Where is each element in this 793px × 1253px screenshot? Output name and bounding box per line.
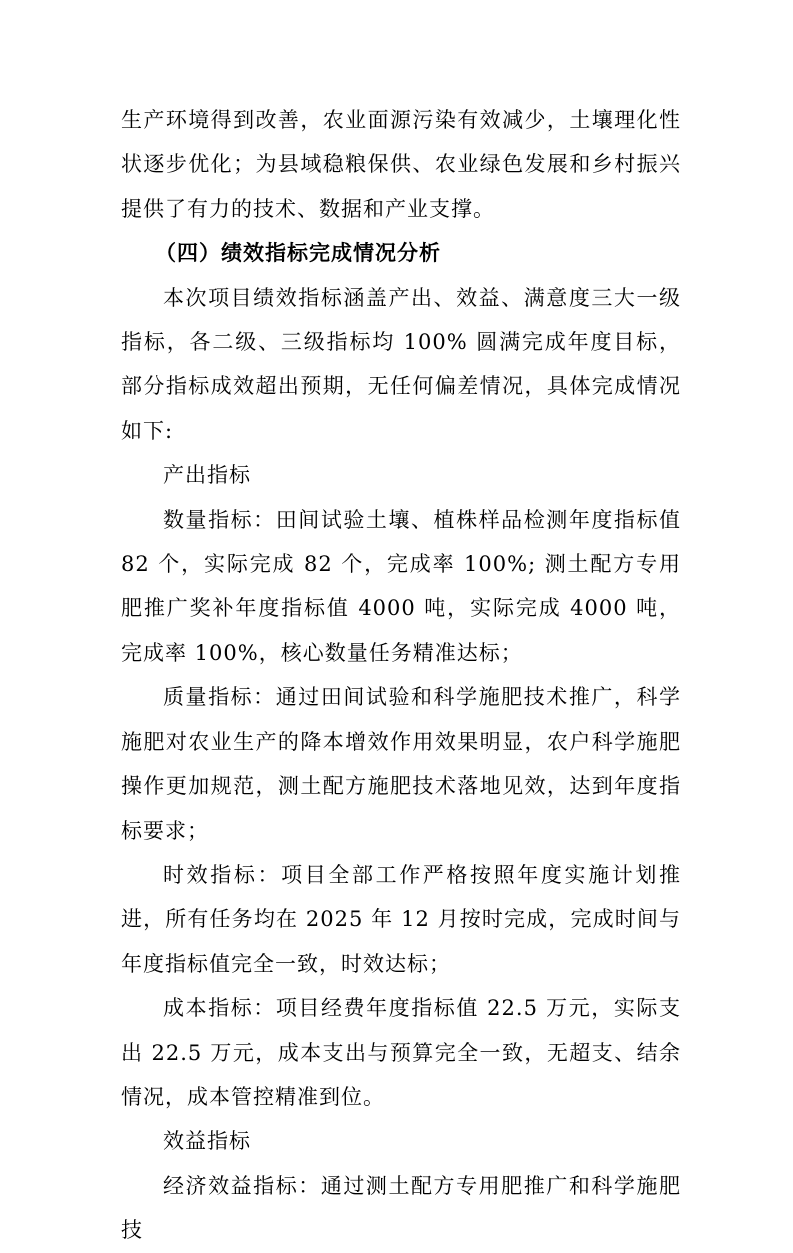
paragraph-timeliness-indicator: 时效指标：项目全部工作严格按照年度实施计划推进，所有任务均在 2025 年 12 月按时完成，完成时间与年度指标值完全一致，时效达标； — [121, 862, 681, 976]
paragraph-quality-indicator: 质量指标：通过田间试验和科学施肥技术推广，科学施肥对农业生产的降本增效作用效果明显，农户科学施肥操作更加规范，测土配方施肥技术落地见效，达到年度指标要求； — [121, 685, 681, 843]
document-body — [121, 98, 681, 1253]
subheading-benefit-indicators: 效益指标 — [163, 1129, 251, 1154]
section-heading-performance-indicators: （四）绩效指标完成情况分析 — [155, 241, 441, 266]
paragraph-cost-indicator: 成本指标：项目经费年度指标值 22.5 万元，实际支出 22.5 万元，成本支出与预算完全一致，无超支、结余情况，成本管控精准到位。 — [121, 996, 681, 1109]
subheading-output-indicators: 产出指标 — [163, 463, 251, 488]
paragraph-continued: 生产环境得到改善，农业面源污染有效减少，土壤理化性状逐步优化；为县域稳粮保供、农业绿色发展和乡村振兴提供了有力的技术、数据和产业支撑。 — [121, 108, 681, 221]
paragraph-quantity-indicator: 数量指标：田间试验土壤、植株样品检测年度指标值 82 个，实际完成 82 个，完成率 100%; 测土配方专用肥推广奖补年度指标值 4000 吨，实际完成 4000 吨，完成率 100%，核心数量任务精准达标； — [121, 507, 681, 665]
paragraph-overview: 本次项目绩效指标涵盖产出、效益、满意度三大一级指标，各二级、三级指标均 100% 圆满完成年度目标，部分指标成效超出预期，无任何偏差情况，具体完成情况如下: — [121, 285, 681, 443]
paragraph-economic-benefit: 经济效益指标：通过测土配方专用肥推广和科学施肥技 — [121, 1173, 681, 1243]
